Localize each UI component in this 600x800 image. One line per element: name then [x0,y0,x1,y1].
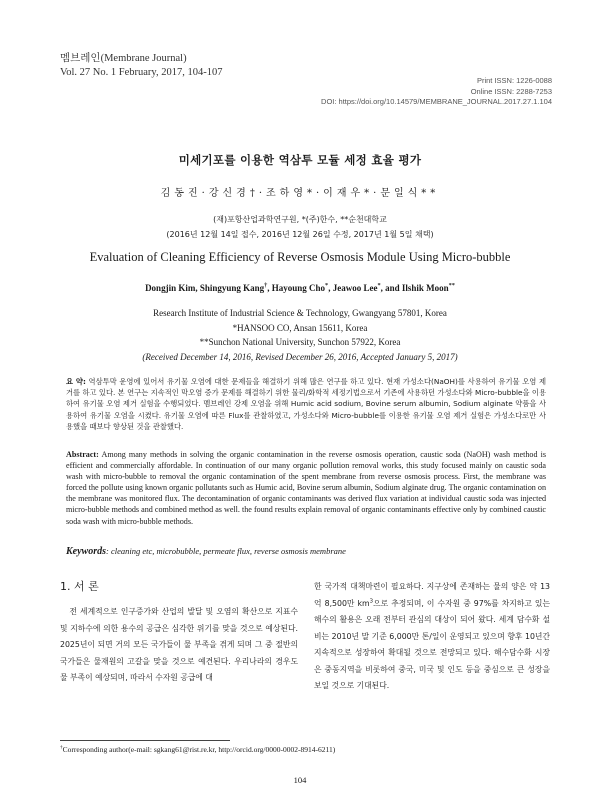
affiliation-line: Research Institute of Industrial Science & Technology, Gwangyang 57801, Korea [153,308,447,318]
author-name: , and Ilshik Moon [380,283,449,293]
english-abstract [66,449,546,527]
print-issn: Print ISSN: 1226-0088 [476,76,552,85]
body-text: 한 국가적 대책마련이 필요하다. 지구상에 존재하는 물의 양은 약 13억 8,500만 km [314,582,550,608]
volume-info: Vol. 27 No. 1 February, 2017, 104-107 [60,67,223,78]
keywords-text: : cleaning etc, microbubble, permeate flux, reverse osmosis membrane [106,546,346,556]
author-name: Dongjin Kim, Shingyung Kang [145,283,265,293]
author-mark: † [264,282,268,289]
journal-name: 멤브레인(Membrane Journal) [60,53,187,64]
keywords [66,546,546,557]
english-title: Evaluation of Cleaning Efficiency of Reverse Osmosis Module Using Micro-bubble [89,250,511,264]
journal-header [60,52,222,80]
author-mark: * [325,282,329,289]
affiliation-line: **Sunchon National University, Sunchon 57922, Korea [199,337,401,347]
author-name: , Jeawoo Lee [328,283,378,293]
korean-abstract [66,376,546,432]
english-abstract-text: Among many methods in solving the organic contamination in the reverse osmosis operation, caustic soda (NaOH) wash method is efficient and commercially affordable. In continuation of our many organic pollution removal works, this study focused mainly on caustic soda wash with micro-bubble to removal the organic contamination of the spent membrane from reverse osmosis process. First, the membrane was forced the pollute using known organic pollutants such as Humic acid, Bovine serum albumin, Sodium alginate drug. The organic contamination on the membrane was monitored flux. The decontamination of organic contaminants was derived flux variation at individual caustic soda was injected micro-bubble methods and combined method as well. the found results explain removal of organic contaminants effective only by combined caustic soda wash with micro-bubble methods. [66,450,546,526]
section-heading: 1. 서 론 [60,580,99,593]
footnote-divider [60,740,230,741]
korean-abstract-text: 역삼투막 운영에 있어서 유기물 오염에 대한 문제들을 해결하기 위해 많은 연구를 하고 있다. 현재 가성소다(NaOH)를 사용하여 유기물 오염 제거를 하고 있다. 본 연구는 지속적인 막오염 증가 문제를 해결하기 위한 물리/화학적 세정기법으로서 기존에 사용하던 가성소다와 Micro-bubble을 이용하여 유기물 오염 제거 실험을 수행되었다. 멤브레인 강제 오염을 위해 Humic acid sodium, Bovine serum albumin, Sodium alginate 약품을 사용하여 유기물 오염을 시켰다. 유기물 오염에 따른 Flux를 관찰하였고, 가성소다와 Micro-bubble를 이용한 유기물 오염 제거 실험은 가성소다로만 사용했을 때보다 향상된 것을 관찰했다. [66,377,546,431]
body-paragraph [314,579,550,695]
english-affiliations [0,306,600,364]
korean-affiliation: (재)포항산업과학연구원, *(주)한수, **순천대학교 [213,215,387,224]
body-paragraph: 전 세계적으로 인구증가와 산업의 발달 및 오염의 확산으로 지표수 및 지하수에 의한 용수의 공급은 심각한 위기를 맞을 것으로 예상된다. 2025년이 되면 거의 모든 국가들이 물 부족을 겪게 되며 그 중 절반의 국가들은 물재원의 고갈을 맞을 것으로 예견된다. 우리나라의 경우도 물 부족이 예상되며, 따라서 수자원 공급에 대 [60,607,298,682]
online-issn: Online ISSN: 2288-7253 [470,86,552,96]
korean-dates: (2016년 12월 14일 접수, 2016년 12월 26일 수정, 2017년 1월 5일 채택) [166,230,434,239]
affiliation-line: *HANSOO CO, Ansan 15611, Korea [232,322,368,333]
body-text: 으로 추정되며, 이 수자원 중 97%를 차지하고 있는 해수의 활용은 오래 전부터 관심의 대상이 되어 왔다. 세계 담수화 설비는 2010년 말 기준 6,000만 톤/일이 운영되고 있으며 향후 10년간 지속적으로 성장하여 확대될 것으로 전망되고 있다. 해수담수화 시장은 중동지역을 비롯하여 중국, 미국 및 인도 등을 중심으로 큰 성장을 보일 것으로 기대된다. [314,598,550,690]
footnote [60,745,335,754]
superscript: 3 [369,597,374,604]
body-column-right [314,579,550,695]
author-mark: * [377,282,381,289]
page-number: 104 [293,775,307,785]
footnote-text: Corresponding author(e-mail: sgkang61@rist.re.kr, http://orcid.org/0000-0002-8914-6211) [62,745,336,754]
doi-link[interactable]: DOI: https://doi.org/10.14579/MEMBRANE_JOURNAL.2017.27.1.104 [321,97,552,106]
keywords-label: Keywords [66,546,106,557]
issn-block [321,76,552,108]
korean-affiliation-block [0,212,600,242]
english-authors [0,283,600,293]
english-dates: (Received December 14, 2016, Revised December 26, 2016, Accepted January 5, 2017) [142,351,458,362]
korean-abstract-label: 요 약: [66,377,86,386]
body-column-left [60,604,298,687]
korean-title: 미세기포를 이용한 역삼투 모듈 세정 효율 평가 [178,153,422,167]
author-name: , Hayoung Cho [267,283,326,293]
author-mark: ** [448,282,455,289]
korean-authors: 김동진·강신경†·조하영*·이재우*·문일식** [160,188,440,199]
english-abstract-label: Abstract: [66,450,99,459]
footnote-mark: † [60,744,63,751]
